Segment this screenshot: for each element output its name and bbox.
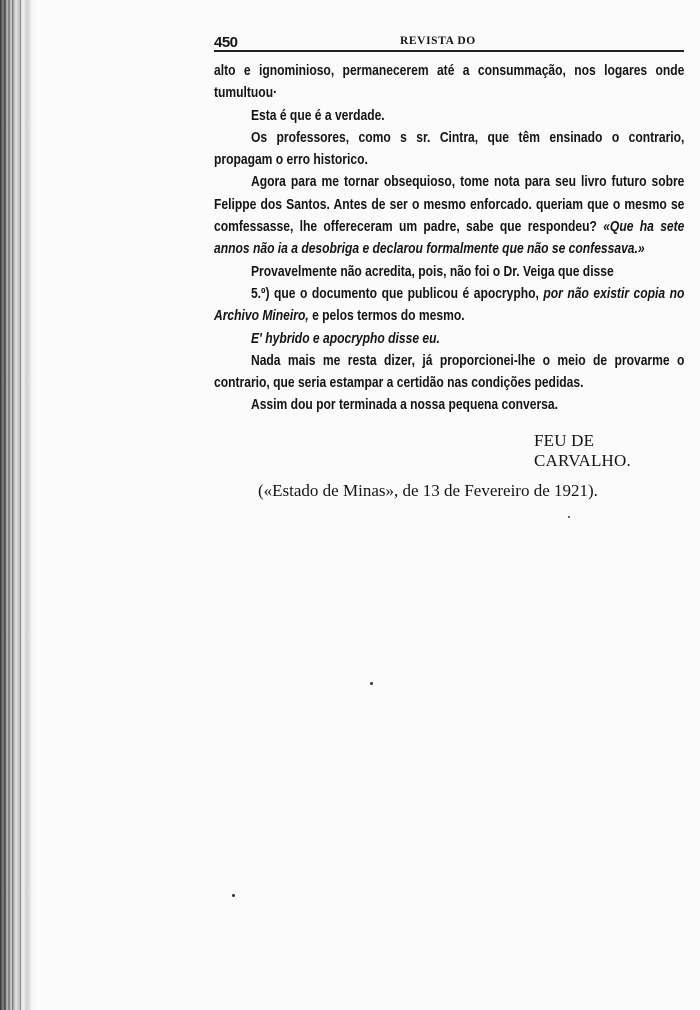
spine-edge-line	[12, 0, 13, 1010]
paragraph: Assim dou por terminada a nossa pequena conversa.	[250, 397, 558, 414]
spine-edge-line	[4, 0, 5, 1010]
article-body	[214, 60, 684, 417]
source-citation: («Estado de Minas», de 13 de Fevereiro de 1921).	[258, 480, 598, 500]
paragraph: alto e ignominioso, permanecerem até a consummação, nos logares onde tumultuou·	[214, 63, 685, 102]
paragraph	[214, 283, 684, 328]
paragraph	[214, 328, 684, 350]
book-page	[214, 28, 684, 501]
author-signature: FEU DE CARVALHO.	[534, 430, 631, 470]
emphasized-text: E' hybrido e apocrypho disse eu.	[250, 330, 440, 347]
paper-speck	[568, 516, 570, 518]
paragraph: Esta é que é a verdade.	[250, 107, 385, 124]
paper-speck	[232, 894, 235, 897]
emphasized-text: por não existir copia no Archivo Mineiro,	[214, 285, 685, 325]
paragraph-text: 5.º) que o documento que publicou é apocrypho,	[250, 285, 539, 302]
page-number: 450	[214, 34, 238, 51]
book-spine-shadow	[0, 0, 38, 1010]
running-title: REVISTA DO	[400, 35, 476, 47]
paragraph	[214, 171, 684, 260]
paragraph: Os professores, como s sr. Cintra, que têm ensinado o contrario, propagam o erro historico.	[214, 129, 685, 169]
spine-edge-line	[20, 0, 21, 1010]
paragraph: Provavelmente não acredita, pois, não foi o Dr. Veiga que disse	[250, 263, 614, 280]
paragraph: Nada mais me resta dizer, já proporcionei-lhe o meio de provarme o contrario, que seria estampar a certidão nas condições pedidas.	[214, 352, 685, 392]
paragraph-text: e pelos termos do mesmo.	[312, 308, 465, 325]
quoted-reply: «Que ha sete annos não ia a desobriga e declarou formalmente que não se confessava.»	[214, 219, 685, 258]
paragraph-text: Agora para me tornar obsequioso, tome nota para seu livro futuro sobre Felippe dos Santos. Antes de ser o mesmo enforcado. queriam que o mesmo se comfessasse, lhe offereceram um padre, sabe que respondeu?	[214, 174, 685, 236]
running-head	[214, 28, 684, 52]
paper-speck	[370, 682, 373, 685]
